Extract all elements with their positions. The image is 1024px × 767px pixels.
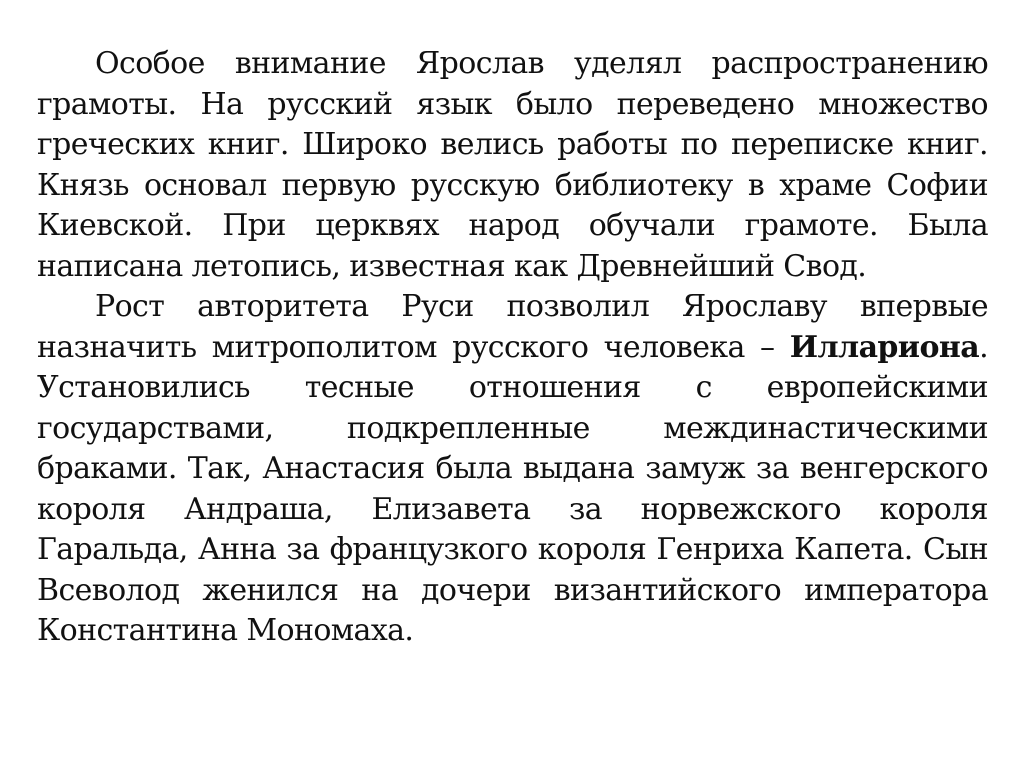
highlighted-name: Иллариона <box>789 329 980 365</box>
paragraph-authority-rest: . Установились тесные отношения с европейскими государствами, подкрепленные междинастическими браками. Так, Анастасия была выдана замуж за венгерского короля Андраша, Елизавета за норвежского короля Гаральда, Анна за французкого короля Генриха Капета. Сын Всеволод женился на дочери византийского императора Константина Мономаха. <box>37 329 988 648</box>
paragraph-authority-intro: Рост авторитета Руси позволил Ярославу впервые назначить митрополитом русского человека – <box>37 289 988 365</box>
paragraph-education <box>37 44 988 287</box>
paragraph-education-text: Особое внимание Ярослав уделял распространению грамоты. На русский язык было переведено множество греческих книг. Широко велись работы по переписке книг. Князь основал первую русскую библиотеку в храме Софии Киевской. При церквях народ обучали грамоте. Была написана летопись, известная как Древнейший Свод. <box>37 46 988 284</box>
paragraph-authority <box>37 287 988 652</box>
document-body <box>37 44 988 652</box>
